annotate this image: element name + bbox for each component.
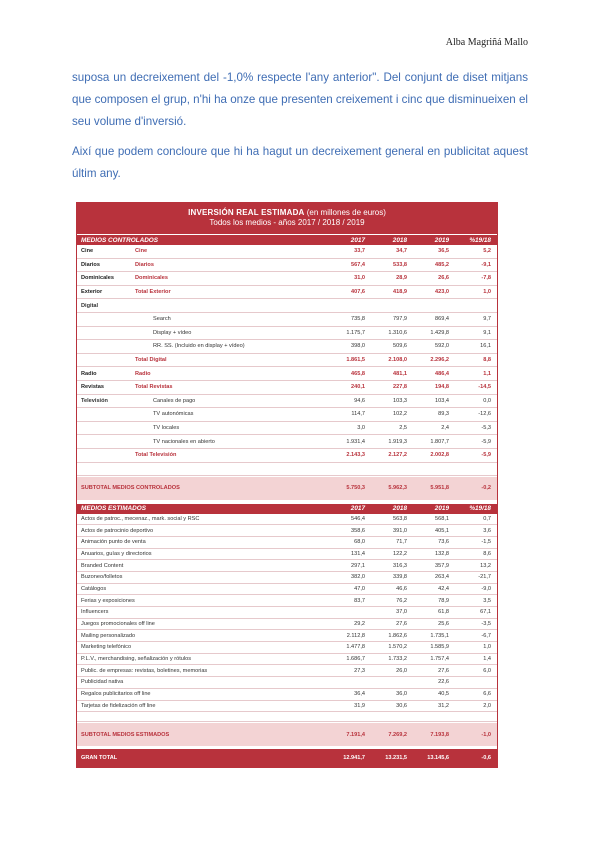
- row-label: Animación punto de venta: [81, 539, 146, 546]
- value-2017: 83,7: [354, 597, 365, 604]
- value-2017: 131,4: [351, 550, 365, 557]
- value-pct: 9,7: [483, 316, 491, 323]
- value-2019: 357,9: [435, 562, 449, 569]
- value-2019: 27,6: [438, 667, 449, 674]
- value-2019: 405,1: [435, 527, 449, 534]
- grand-total-label: GRAN TOTAL: [81, 755, 118, 762]
- section-label: MEDIOS CONTROLADOS: [81, 236, 159, 244]
- value-2019: 1.807,7: [430, 438, 449, 445]
- value-2017: 31,9: [354, 702, 365, 709]
- value-2018: 1.919,3: [388, 438, 407, 445]
- table-row: [77, 422, 497, 436]
- col-2019: 2019: [434, 505, 449, 512]
- value-pct: 16,1: [480, 343, 491, 350]
- value-2019: 31,2: [438, 702, 449, 709]
- row-label: RR. SS. (Incluido en display + vídeo): [153, 343, 245, 350]
- row-label: Actos de patroc., mecenaz., mark. social y RSC: [81, 515, 200, 522]
- value-2017: 358,6: [351, 527, 365, 534]
- subtotal-2017: 5.750,3: [346, 485, 365, 491]
- subtotal-controlled: [77, 477, 497, 500]
- table-row: [77, 408, 497, 422]
- value-2018: 2.127,2: [388, 452, 407, 459]
- value-2018: 46,6: [396, 585, 407, 592]
- grand-total-pct: -0,6: [481, 755, 491, 762]
- table-row: [77, 313, 497, 327]
- value-2019: 263,4: [435, 574, 449, 581]
- row-label: Juegos promocionales off line: [81, 621, 155, 628]
- value-2018: 2.108,0: [388, 357, 407, 364]
- value-pct: 3,6: [483, 527, 491, 534]
- value-2019: 25,6: [438, 621, 449, 628]
- row-category: Radio: [81, 370, 97, 377]
- row-label: Ferias y exposiciones: [81, 597, 135, 604]
- row-label: TV locales: [153, 425, 180, 432]
- value-2019: 1.757,4: [430, 656, 449, 663]
- table-row: [77, 560, 497, 572]
- table-title: INVERSIÓN REAL ESTIMADA: [188, 208, 305, 217]
- row-label: Total Digital: [135, 357, 167, 364]
- value-2018: 103,3: [393, 397, 407, 404]
- value-2017: 3,0: [357, 425, 365, 432]
- row-label: Publicidad nativa: [81, 679, 124, 686]
- estimated-rows: [77, 514, 497, 713]
- subtotal-2019: 7.193,8: [430, 731, 449, 738]
- section-header-estimated: [77, 504, 497, 514]
- section-label: MEDIOS ESTIMADOS: [81, 505, 146, 512]
- value-pct: 6,0: [483, 667, 491, 674]
- row-label: Display + vídeo: [153, 329, 192, 336]
- table-row: [77, 514, 497, 526]
- value-pct: -3,5: [481, 621, 491, 628]
- value-2018: 122,2: [393, 550, 407, 557]
- grand-total-2019: 13.145,6: [427, 755, 449, 762]
- subtotal-pct: -1,0: [481, 731, 491, 738]
- row-label: Influencers: [81, 609, 109, 616]
- table-row: [77, 286, 497, 300]
- value-2019: 1.735,1: [430, 632, 449, 639]
- value-2017: 297,1: [351, 562, 365, 569]
- subtotal-2017: 7.191,4: [346, 731, 365, 738]
- row-label: Branded Content: [81, 562, 124, 569]
- value-2017: 1.686,7: [346, 656, 365, 663]
- value-pct: -5,9: [481, 438, 491, 445]
- value-2018: 227,8: [393, 384, 407, 391]
- value-2017: 398,0: [351, 343, 365, 350]
- value-2018: 76,2: [396, 597, 407, 604]
- row-label: Tarjetas de fidelización off line: [81, 702, 156, 709]
- grand-total-2018: 13.231,5: [385, 755, 407, 762]
- row-label: TV autonómicas: [153, 411, 194, 418]
- value-pct: -9,1: [481, 261, 491, 268]
- value-pct: -7,8: [481, 275, 491, 282]
- value-2019: 485,2: [435, 261, 449, 268]
- value-pct: 6,6: [483, 691, 491, 698]
- value-2018: 563,8: [393, 515, 407, 522]
- value-2019: 89,3: [438, 411, 449, 418]
- row-category: Digital: [81, 302, 99, 309]
- paragraph-1: suposa un decreixement del -1,0% respecte l'any anterior". Del conjunt de diset mitjans que composen el grup, n'hi ha onze que presenten creixement i cinc que disminueixen el seu volume d'inversió.: [72, 71, 528, 128]
- spacer: [77, 463, 497, 476]
- value-pct: 0,0: [483, 397, 491, 404]
- value-pct: 0,7: [483, 515, 491, 522]
- section-header-controlled: [77, 235, 497, 245]
- row-label: Actos de patrocinio deportivo: [81, 527, 154, 534]
- value-2018: 1.733,2: [388, 656, 407, 663]
- table-row: [77, 607, 497, 619]
- value-2019: 423,0: [435, 289, 449, 296]
- value-2017: 2.112,8: [346, 632, 365, 639]
- table-row: [77, 299, 497, 313]
- row-label: Diarios: [135, 261, 154, 268]
- value-pct: 67,1: [480, 609, 491, 616]
- row-label: Catálogos: [81, 585, 107, 592]
- value-2019: 592,0: [435, 343, 449, 350]
- value-2017: 567,4: [351, 261, 365, 268]
- table-row: [77, 381, 497, 395]
- value-2017: 68,0: [354, 539, 365, 546]
- subtotal-2018: 5.962,3: [388, 485, 407, 491]
- value-2018: 1.570,2: [388, 644, 407, 651]
- table-row: [77, 537, 497, 549]
- value-2019: 36,5: [438, 248, 449, 255]
- table-row: [77, 654, 497, 666]
- value-2017: 1.861,5: [346, 357, 365, 364]
- value-2017: 114,7: [351, 411, 365, 418]
- value-2019: 568,1: [435, 515, 449, 522]
- table-title-unit: (en millones de euros): [306, 208, 386, 217]
- value-pct: 8,8: [483, 357, 491, 364]
- value-2017: 31,0: [354, 275, 365, 282]
- value-2018: 2,5: [399, 425, 407, 432]
- row-category: Cine: [81, 248, 94, 255]
- value-2018: 28,9: [396, 275, 407, 282]
- value-2018: 509,6: [393, 343, 407, 350]
- value-2019: 2.296,2: [430, 357, 449, 364]
- value-2019: 26,6: [438, 275, 449, 282]
- table-row: [77, 619, 497, 631]
- grand-total-row: [77, 749, 497, 767]
- table-row: [77, 272, 497, 286]
- value-2018: 102,2: [393, 411, 407, 418]
- row-label: Total Revistas: [135, 384, 173, 391]
- value-2017: 27,3: [354, 667, 365, 674]
- value-2017: 407,6: [351, 289, 365, 296]
- row-category: Dominicales: [81, 275, 114, 282]
- spacer: [77, 712, 497, 722]
- row-label: Anuarios, guías y directorios: [81, 550, 152, 557]
- value-2018: 71,7: [396, 539, 407, 546]
- value-2017: 2.143,3: [346, 452, 365, 459]
- value-pct: 1,4: [483, 656, 491, 663]
- value-2017: 382,0: [351, 574, 365, 581]
- row-category: Diarios: [81, 261, 100, 268]
- table-row: [77, 245, 497, 259]
- table-row: [77, 677, 497, 689]
- subtotal-label: SUBTOTAL MEDIOS ESTIMADOS: [81, 731, 170, 738]
- row-label: Total Exterior: [135, 289, 171, 296]
- col-2019: 2019: [434, 236, 449, 244]
- row-label: Mailing personalizado: [81, 632, 136, 639]
- value-pct: -12,6: [478, 411, 491, 418]
- value-2019: 132,8: [435, 550, 449, 557]
- subtotal-pct: -0,2: [481, 485, 491, 491]
- value-2019: 61,8: [438, 609, 449, 616]
- col-2017: 2017: [350, 505, 365, 512]
- value-2018: 481,1: [393, 370, 407, 377]
- value-pct: 1,0: [483, 644, 491, 651]
- value-2017: 36,4: [354, 691, 365, 698]
- row-label: Search: [153, 316, 171, 323]
- row-label: TV nacionales en abierto: [153, 438, 215, 445]
- table-row: [77, 327, 497, 341]
- row-category: Revistas: [81, 384, 105, 391]
- value-pct: 1,1: [483, 370, 491, 377]
- row-category: Exterior: [81, 289, 103, 296]
- row-label: Radio: [135, 370, 151, 377]
- value-2018: 797,9: [393, 316, 407, 323]
- col-2018: 2018: [392, 236, 407, 244]
- table-row: [77, 549, 497, 561]
- table-row: [77, 340, 497, 354]
- value-2018: 1.862,6: [388, 632, 407, 639]
- table-row: [77, 584, 497, 596]
- table-row: [77, 435, 497, 449]
- row-label: Dominicales: [135, 275, 168, 282]
- investment-table: [76, 202, 498, 768]
- value-2018: 36,0: [396, 691, 407, 698]
- controlled-rows: [77, 245, 497, 463]
- value-pct: 13,2: [480, 562, 491, 569]
- col-pct: %19/18: [469, 505, 491, 512]
- table-row: [77, 354, 497, 368]
- col-2017: 2017: [350, 236, 365, 244]
- row-label: Marketing telefónico: [81, 644, 132, 651]
- value-pct: 3,5: [483, 597, 491, 604]
- value-2018: 37,0: [396, 609, 407, 616]
- table-row: [77, 630, 497, 642]
- value-2019: 2.002,8: [430, 452, 449, 459]
- value-2018: 26,0: [396, 667, 407, 674]
- value-2017: 1.477,8: [346, 644, 365, 651]
- table-row: [77, 665, 497, 677]
- value-pct: -14,5: [478, 384, 491, 391]
- value-2018: 34,7: [396, 248, 407, 255]
- value-2019: 40,5: [438, 691, 449, 698]
- value-pct: 9,1: [483, 329, 491, 336]
- grand-total-2017: 12.941,7: [343, 755, 365, 762]
- value-2019: 1.429,8: [430, 329, 449, 336]
- row-label: Regalos publicitarios off line: [81, 691, 151, 698]
- value-2019: 22,6: [438, 679, 449, 686]
- value-2018: 533,8: [393, 261, 407, 268]
- table-header: [77, 203, 497, 234]
- value-pct: 8,6: [483, 550, 491, 557]
- subtotal-2018: 7.269,2: [388, 731, 407, 738]
- row-label: Cine: [135, 248, 148, 255]
- value-2018: 1.310,6: [388, 329, 407, 336]
- value-2017: 29,2: [354, 621, 365, 628]
- value-pct: 2,0: [483, 702, 491, 709]
- value-2019: 2,4: [441, 425, 449, 432]
- value-2017: 47,0: [354, 585, 365, 592]
- value-2018: 339,8: [393, 574, 407, 581]
- row-category: Televisión: [81, 397, 108, 404]
- paragraph-2: Així que podem concloure que hi ha hagut un decreixement general en publicitat aquest últim any.: [72, 145, 528, 180]
- table-row: [77, 689, 497, 701]
- col-pct: %19/18: [469, 236, 491, 244]
- value-2017: 465,8: [351, 370, 365, 377]
- value-2018: 391,0: [393, 527, 407, 534]
- value-pct: -5,3: [481, 425, 491, 432]
- table-row: [77, 525, 497, 537]
- value-2019: 869,4: [435, 316, 449, 323]
- value-2017: 33,7: [354, 248, 365, 255]
- value-pct: -21,7: [478, 574, 491, 581]
- value-2019: 103,4: [435, 397, 449, 404]
- row-label: Canales de pago: [153, 397, 196, 404]
- row-label: Buzoneo/folletos: [81, 574, 123, 581]
- table-row: [77, 395, 497, 409]
- subtotal-label: SUBTOTAL MEDIOS CONTROLADOS: [81, 485, 180, 491]
- value-2019: 73,6: [438, 539, 449, 546]
- value-pct: -6,7: [481, 632, 491, 639]
- author-name: Alba Magriñá Mallo: [445, 37, 528, 48]
- table-row: [77, 259, 497, 273]
- value-2017: 1.931,4: [346, 438, 365, 445]
- value-2017: 735,8: [351, 316, 365, 323]
- value-2018: 418,9: [393, 289, 407, 296]
- subtotal-2019: 5.951,8: [430, 485, 449, 491]
- value-2017: 94,6: [354, 397, 365, 404]
- value-2019: 1.585,9: [430, 644, 449, 651]
- table-row: [77, 701, 497, 713]
- table-row: [77, 449, 497, 463]
- subtotal-estimated: [77, 723, 497, 746]
- table-subtitle: Todos los medios - años 2017 / 2018 / 2019: [209, 218, 365, 227]
- value-pct: 5,2: [483, 248, 491, 255]
- table-row: [77, 595, 497, 607]
- table-row: [77, 367, 497, 381]
- value-2019: 78,9: [438, 597, 449, 604]
- value-2019: 486,4: [435, 370, 449, 377]
- value-2017: 240,1: [351, 384, 365, 391]
- table-row: [77, 572, 497, 584]
- row-label: Total Televisión: [135, 452, 177, 459]
- value-2018: 316,3: [393, 562, 407, 569]
- value-pct: -1,5: [481, 539, 491, 546]
- value-2018: 30,6: [396, 702, 407, 709]
- value-2017: 546,4: [351, 515, 365, 522]
- row-label: P.L.V., merchandising, señalización y rótulos: [81, 656, 192, 663]
- col-2018: 2018: [392, 505, 407, 512]
- value-pct: -9,0: [481, 585, 491, 592]
- table-row: [77, 642, 497, 654]
- value-2019: 194,8: [435, 384, 449, 391]
- value-2018: 27,6: [396, 621, 407, 628]
- value-2017: 1.175,7: [346, 329, 365, 336]
- value-2019: 42,4: [438, 585, 449, 592]
- value-pct: -5,9: [481, 452, 491, 459]
- row-label: Public. de empresas: revistas, boletines, memorias: [81, 667, 208, 674]
- value-pct: 1,0: [483, 289, 491, 296]
